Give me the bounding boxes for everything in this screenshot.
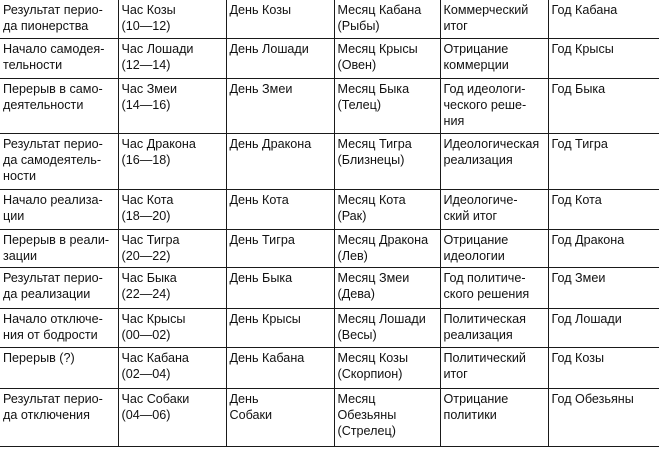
cell-text: День Дракона — [229, 136, 312, 151]
cell-text: Идеологическая реализация — [443, 136, 540, 167]
cell-text: День Крысы — [229, 311, 301, 326]
table-cell-hour — [118, 347, 226, 388]
cell-text: День Быка — [229, 270, 293, 285]
cell-text: Месяц Дракона (Лев) — [337, 232, 429, 263]
table-cell-year — [548, 229, 659, 267]
table-cell-month — [334, 189, 440, 229]
table-row — [0, 347, 659, 388]
cell-text: Начало отключе- ния от бодрости — [3, 311, 103, 342]
cell-text: Год Лошади — [551, 311, 622, 326]
table-cell-period — [0, 38, 118, 78]
table-cell-month — [334, 133, 440, 189]
table-row — [0, 267, 659, 308]
table-cell-stage — [440, 308, 548, 347]
cell-text: Месяц Кота (Рак) — [337, 192, 406, 223]
cell-text: Год Крысы — [551, 41, 614, 56]
cell-text: Перерыв (?) — [3, 350, 75, 365]
table-cell-year — [548, 189, 659, 229]
table-row — [0, 229, 659, 267]
table-cell-year — [548, 0, 659, 38]
cell-text: Год идеологи- ческого реше- ния — [443, 81, 527, 128]
cell-text: Результат перио- да реализации — [3, 270, 103, 301]
cell-text: Год Кота — [551, 192, 602, 207]
table-cell-day — [226, 308, 334, 347]
table-cell-month — [334, 38, 440, 78]
table-cell-period — [0, 308, 118, 347]
table-cell-period — [0, 78, 118, 133]
table-cell-hour — [118, 267, 226, 308]
cell-text: Год Тигра — [551, 136, 608, 151]
cell-text: Месяц Змеи (Дева) — [337, 270, 410, 301]
table-cell-month — [334, 267, 440, 308]
cell-text: День Кота — [229, 192, 289, 207]
table-row — [0, 388, 659, 446]
table-cell-day — [226, 38, 334, 78]
cell-text: Час Лошади (12—14) — [121, 41, 194, 72]
table-cell-period — [0, 189, 118, 229]
table-cell-month — [334, 388, 440, 446]
cell-text: Час Собаки (04—06) — [121, 391, 190, 422]
cell-text: Перерыв в реали- зации — [3, 232, 110, 263]
table-cell-month — [334, 308, 440, 347]
cell-text: Коммерческий итог — [443, 3, 529, 33]
table-cell-year — [548, 267, 659, 308]
cell-text: Час Тигра (20—22) — [121, 232, 180, 263]
table-cell-hour — [118, 0, 226, 38]
cell-text: День Змеи — [229, 81, 293, 96]
cell-text: Идеологиче- ский итог — [443, 192, 518, 223]
table-cell-year — [548, 133, 659, 189]
cell-text: Отрицание коммерции — [443, 41, 509, 72]
cell-text: День Козы — [229, 3, 292, 17]
table-cell-year — [548, 347, 659, 388]
table-row — [0, 0, 659, 38]
table-cell-month — [334, 78, 440, 133]
cell-text: Год Дракона — [551, 232, 625, 247]
cell-text: Час Дракона (16—18) — [121, 136, 196, 167]
table-row — [0, 133, 659, 189]
table-cell-stage — [440, 133, 548, 189]
table-cell-stage — [440, 388, 548, 446]
cell-text: Год политиче- ского решения — [443, 270, 530, 301]
table-cell-day — [226, 78, 334, 133]
cell-text: Час Быка (22—24) — [121, 270, 177, 301]
cell-text: Перерыв в само- деятельности — [3, 81, 103, 112]
table-row — [0, 78, 659, 133]
cell-text: Отрицание политики — [443, 391, 509, 422]
cell-text: Год Козы — [551, 350, 605, 365]
table-cell-stage — [440, 347, 548, 388]
cell-text: Месяц Обезьяны (Стрелец) — [337, 391, 397, 438]
cell-text: Месяц Быка (Телец) — [337, 81, 410, 112]
table-cell-day — [226, 189, 334, 229]
table-row — [0, 189, 659, 229]
table-cell-hour — [118, 78, 226, 133]
table-cell-month — [334, 347, 440, 388]
cell-text: Год Кабана — [551, 3, 618, 17]
cell-text: Месяц Козы (Скорпион) — [337, 350, 408, 381]
table-cell-hour — [118, 388, 226, 446]
cell-text: Час Змеи (14—16) — [121, 81, 177, 112]
table-cell-period — [0, 0, 118, 38]
cell-text: Результат перио- да пионерства — [3, 3, 103, 33]
table-cell-year — [548, 308, 659, 347]
cell-text: День Лошади — [229, 41, 309, 56]
cell-text: Отрицание идеологии — [443, 232, 509, 263]
cell-text: День Собаки — [229, 391, 273, 422]
table-cell-month — [334, 229, 440, 267]
cell-text: Месяц Тигра (Близнецы) — [337, 136, 412, 167]
table-cell-period — [0, 267, 118, 308]
table-cell-day — [226, 388, 334, 446]
cell-text: Начало реализа- ции — [3, 192, 103, 223]
cell-text: Начало самодея- тельности — [3, 41, 105, 72]
cell-text: Год Обезьяны — [551, 391, 634, 406]
cell-text: Месяц Кабана (Рыбы) — [337, 3, 422, 33]
table-row — [0, 308, 659, 347]
cell-text: Год Быка — [551, 81, 606, 96]
cell-text: Месяц Лошади (Весы) — [337, 311, 426, 342]
table-cell-stage — [440, 229, 548, 267]
table-cell-day — [226, 267, 334, 308]
cell-text: Год Змеи — [551, 270, 606, 285]
table-cell-stage — [440, 78, 548, 133]
cell-text: Результат перио- да отключения — [3, 391, 103, 422]
cell-text: Политический итог — [443, 350, 526, 381]
table-cell-year — [548, 38, 659, 78]
table-cell-month — [334, 0, 440, 38]
cell-text: Месяц Крысы (Овен) — [337, 41, 418, 72]
cell-text: Результат перио- да самодеятель- ности — [3, 136, 103, 183]
table-cell-hour — [118, 133, 226, 189]
table-cell-hour — [118, 308, 226, 347]
cell-text: День Кабана — [229, 350, 305, 365]
cell-text: Час Кабана (02—04) — [121, 350, 189, 381]
table-cell-hour — [118, 189, 226, 229]
table-cell-day — [226, 347, 334, 388]
table-cell-day — [226, 133, 334, 189]
cell-text: Час Крысы (00—02) — [121, 311, 186, 342]
cell-text: Политическая реализация — [443, 311, 526, 342]
cell-text: День Тигра — [229, 232, 295, 247]
table-cell-hour — [118, 229, 226, 267]
table-cell-period — [0, 388, 118, 446]
table-cell-stage — [440, 267, 548, 308]
table-cell-year — [548, 78, 659, 133]
cell-text: Час Козы (10—12) — [121, 3, 176, 33]
cell-text: Час Кота (18—20) — [121, 192, 174, 223]
table-cell-stage — [440, 0, 548, 38]
table-cell-stage — [440, 189, 548, 229]
table-cell-year — [548, 388, 659, 446]
table-row — [0, 38, 659, 78]
table-cell-period — [0, 133, 118, 189]
table-cell-period — [0, 229, 118, 267]
table-cell-stage — [440, 38, 548, 78]
table-cell-day — [226, 0, 334, 38]
table-cell-hour — [118, 38, 226, 78]
table-cell-day — [226, 229, 334, 267]
table-cell-period — [0, 347, 118, 388]
